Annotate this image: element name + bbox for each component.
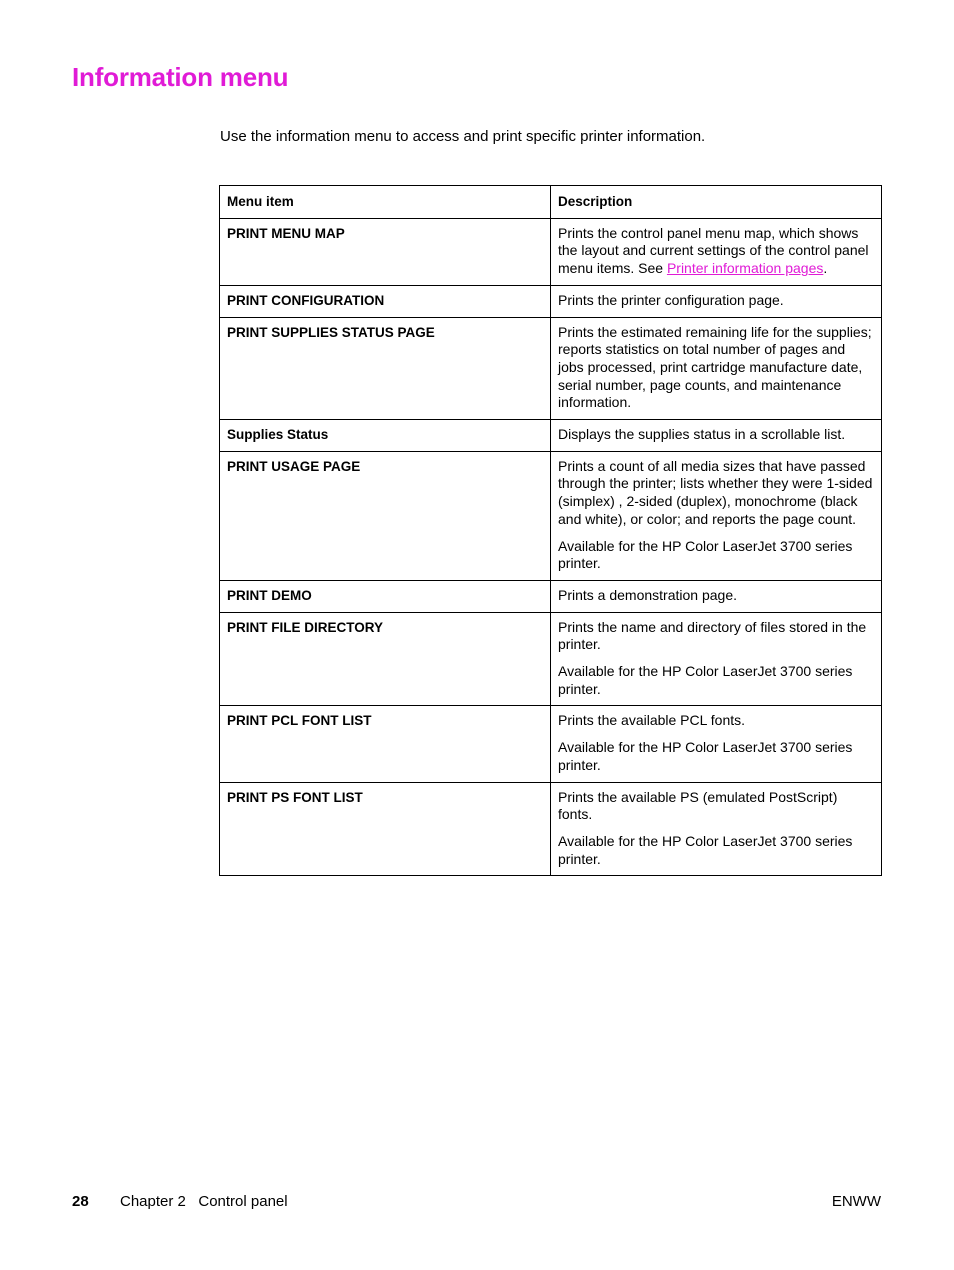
menu-item-cell: PRINT DEMO	[220, 580, 551, 612]
table-row	[220, 580, 882, 612]
description-text	[558, 225, 874, 278]
footer-chapter-title: Chapter 2 Control panel	[120, 1193, 288, 1210]
description-text: Prints the available PCL fonts.	[558, 712, 746, 729]
description-cell	[551, 580, 882, 612]
menu-item-cell: PRINT MENU MAP	[220, 218, 551, 285]
table-row	[220, 782, 882, 876]
printer-information-pages-link[interactable]: Printer information pages	[666, 260, 824, 277]
table-row	[220, 706, 882, 782]
availability-note: Available for the HP Color LaserJet 3700 series printer.	[558, 663, 853, 697]
menu-item-cell: PRINT CONFIGURATION	[220, 285, 551, 317]
description-text-part: Prints the control panel menu map, which shows the layout and current settings of the control panel menu items. See	[558, 224, 869, 277]
table-row	[220, 451, 882, 580]
column-header-menu-item: Menu item	[220, 186, 551, 219]
description-text: Prints the estimated remaining life for the supplies; reports statistics on total number of pages and jobs processed, print cartridge manufacture date, serial number, page counts, and maintenance information.	[558, 323, 872, 411]
availability-note: Available for the HP Color LaserJet 3700 series printer.	[558, 739, 853, 773]
menu-item-cell: PRINT SUPPLIES STATUS PAGE	[220, 317, 551, 420]
description-cell	[551, 218, 882, 285]
page-title: Information menu	[72, 62, 289, 92]
footer-document-code: ENWW	[831, 1193, 881, 1210]
description-text: Prints a demonstration page.	[558, 586, 737, 603]
information-menu-table	[219, 185, 882, 876]
menu-item-cell: PRINT PS FONT LIST	[220, 782, 551, 876]
description-text-end: .	[823, 260, 828, 277]
table-row	[220, 285, 882, 317]
description-cell	[551, 317, 882, 420]
menu-item-cell: PRINT USAGE PAGE	[220, 451, 551, 580]
column-header-description: Description	[551, 186, 882, 219]
table-row	[220, 317, 882, 420]
table-row	[220, 420, 882, 452]
description-cell	[551, 706, 882, 782]
description-cell	[551, 420, 882, 452]
description-text: Prints the available PS (emulated PostScript) fonts.	[558, 788, 838, 823]
description-cell	[551, 612, 882, 706]
description-cell	[551, 451, 882, 580]
description-cell	[551, 285, 882, 317]
table-row	[220, 218, 882, 285]
availability-note: Available for the HP Color LaserJet 3700 series printer.	[558, 537, 853, 572]
menu-item-cell: PRINT FILE DIRECTORY	[220, 612, 551, 706]
description-text: Prints the name and directory of files stored in the printer.	[558, 618, 867, 653]
description-text: Displays the supplies status in a scrollable list.	[558, 426, 846, 443]
table-header-row	[220, 186, 882, 219]
description-text: Prints the printer configuration page.	[558, 291, 784, 308]
table-row	[220, 612, 882, 706]
footer-page-number: 28	[72, 1193, 89, 1210]
availability-note: Available for the HP Color LaserJet 3700 series printer.	[558, 832, 853, 867]
menu-item-cell: Supplies Status	[220, 420, 551, 452]
description-text: Prints a count of all media sizes that have passed through the printer; lists whether they were 1-sided (simplex) , 2-sided (duplex), monochrome (black and white), or color; and reports the page count.	[558, 457, 873, 527]
description-cell	[551, 782, 882, 876]
menu-item-cell: PRINT PCL FONT LIST	[220, 706, 551, 782]
intro-paragraph: Use the information menu to access and print specific printer information.	[220, 128, 706, 145]
